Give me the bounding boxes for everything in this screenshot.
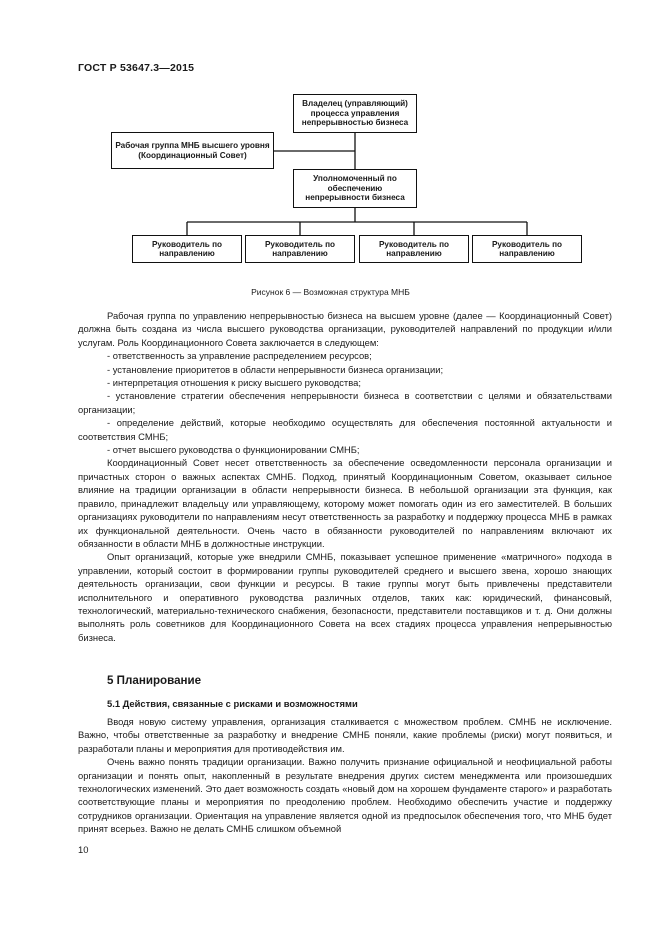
paragraph: Вводя новую систему управления, организация сталкивается с множеством проблем. СМНБ не исключение. Важно, чтобы ответственные за разработку и внедрение СМНБ поняли, какие проблемы (риски) могут появиться, и разработали планы и мероприятия для противодействия им. <box>78 716 612 754</box>
figure-caption: Рисунок 6 — Возможная структура МНБ <box>251 287 410 297</box>
manager-box-1: Руководитель по направлению <box>132 235 242 263</box>
page-number: 10 <box>78 844 89 855</box>
manager-box-3: Руководитель по направлению <box>359 235 469 263</box>
manager-box-4: Руководитель по направлению <box>472 235 582 263</box>
paragraph: Опыт организаций, которые уже внедрили СМНБ, показывает успешное применение «матричного» подхода в управлении, который состоит в формировании группы руководителей среднего и высшего звена, хорошо знающих деятельность организации, свои функции и ресурсы. В такие группы могут быть привлечены представители исполнительного и оперативного руководства различных отделов, таких как: юридический, финансовый, технологический, материально-технического снабжения, безопасности, представители поставщиков и т. д. Они должны выполнять роль советников для Координационного Совета на всех стадиях процесса управления непрерывностью бизнеса. <box>78 551 612 643</box>
list-item: - установление приоритетов в области непрерывности бизнеса организации; <box>107 363 444 375</box>
body-text-block-2 <box>78 715 612 836</box>
document-header: ГОСТ Р 53647.3—2015 <box>78 62 195 74</box>
list-item: - установление стратегии обеспечения непрерывности бизнеса в соответствии с целями и обязательствами организации; <box>78 390 612 415</box>
manager-box-2: Руководитель по направлению <box>245 235 355 263</box>
paragraph: Рабочая группа по управлению непрерывностью бизнеса на высшем уровне (далее — Координационный Совет) должна быть создана из числа высшего руководства организации, руководителей направлений по продукции и/или услугам. Роль Координационного Совета заключается в следующем: <box>78 310 612 348</box>
list-item: - отчет высшего руководства о функционировании СМНБ; <box>107 444 360 456</box>
owner-box: Владелец (управляющий) процесса управления непрерывностью бизнеса <box>293 94 417 133</box>
subsection-heading: 5.1 Действия, связанные с рисками и возможностями <box>107 698 358 709</box>
list-item: - ответственность за управление распределением ресурсов; <box>107 350 372 362</box>
list-item: - интерпретация отношения к риску высшего руководства; <box>107 377 361 389</box>
paragraph: Очень важно понять традиции организации. Важно получить признание официальной и неофициальной работы организации и понять опыт, накопленный в результате внедрения других систем менеджмента или произошедших технологических изменений. Это дает возможность создать «новый дом на хорошем фундаменте старого» и разработать соответствующие планы и мероприятия по преодолению проблем. Необходимо обеспечить участие и поддержку сотрудников организации. Ориентация на управление является одной из предпосылок обеспечения того, что МНБ будет принят всерьез. Важно не делать СМНБ слишком объемной <box>78 756 612 835</box>
working-group-box: Рабочая группа МНБ высшего уровня (Координационный Совет) <box>111 132 274 169</box>
list-item: - определение действий, которые необходимо осуществлять для обеспечения постоянной актуальности и соответствия СМНБ; <box>78 417 612 442</box>
body-text-block-1 <box>78 309 612 644</box>
section-heading: 5 Планирование <box>107 674 202 687</box>
paragraph: Координационный Совет несет ответственность за обеспечение осведомленности персонала организации и причастных сторон о важных аспектах СМНБ. Подход, принятый Координационным Советом, оказывает сильное влияние на традиции организации в области непрерывности бизнеса. В небольшой организации эта функция, как правило, принадлежит владельцу или управляющему, которому может помогать один из его заместителей. В больших организациях руководители по направлениям несут ответственность за разработку и поддержку процесса МНБ в рамках их функциональной деятельности. Очень часто в обязанности руководителей по направлениям включают их обязанности в области МНБ в должностные инструкции. <box>78 457 612 549</box>
representative-box: Уполномоченный по обеспечению непрерывности бизнеса <box>293 169 417 208</box>
